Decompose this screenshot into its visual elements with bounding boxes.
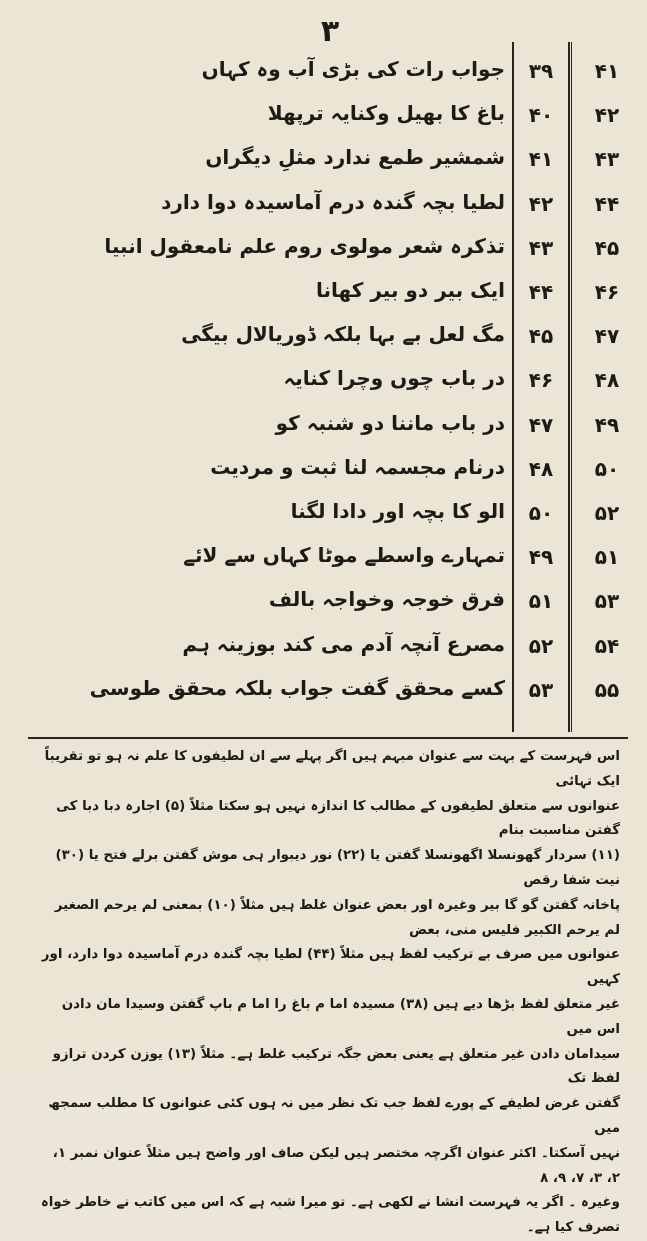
entry-page: ۳۹ (528, 59, 554, 83)
entry-page: ۴۴ (528, 280, 554, 304)
footnote-line: تصرف کیا ہے۔ (526, 1220, 620, 1236)
entry-title: ایک بیر دو بیر کھانا (316, 278, 505, 302)
toc-row (0, 453, 647, 493)
entry-number: ۵۴ (594, 633, 620, 658)
footnote-line: وغیرہ ۔ اگر یہ فہرست انشا نے لکھی ہے۔ تو میرا شبہ ہے کہ اس میں کاتب نے خاطر خواہ (40, 1195, 620, 1211)
entry-page: ۴۹ (528, 545, 554, 570)
toc-row (0, 585, 647, 625)
entry-page: ۴۱ (528, 147, 554, 172)
toc-row (0, 55, 647, 95)
entry-title: مگ لعل بے بہا بلکہ ڈوریالال بیگی (181, 322, 505, 347)
toc-row (0, 674, 647, 714)
entry-number: ۴۷ (594, 324, 620, 349)
entry-title: جواب رات کی بڑی آب وہ کہاں (201, 57, 505, 81)
toc-row (0, 232, 647, 272)
footnote-line: (۱۱) سردار گھونسلا اگھونسلا گفتن یا (۲۲) نور دیبوار ہی موش گفتن برلے فتح یا (۳۰) نیت شفا رقص (55, 848, 620, 888)
entry-title: تمہارے واسطے موٹا کہاں سے لائے (183, 543, 505, 568)
footnote-line: غیر متعلق لفظ بڑھا دیے ہیں (۳۸) مسیدہ اما م باغ را اما م باپ گفتن وسیدا مان دادن اس میں (61, 996, 620, 1037)
section-divider (28, 737, 628, 739)
footnote-line: عنوانوں میں صرف بے ترکیب لفظ ہیں مثلاً (۴۴) لطیا بچہ گندہ درم آماسیدہ دوا دارد، اور کہیں (41, 947, 620, 988)
entry-title: در باب ماننا دو شنبہ کو (275, 410, 505, 435)
footnote-paragraph (40, 745, 620, 1241)
toc-row (0, 364, 647, 404)
entry-page: ۴۸ (528, 456, 554, 481)
toc-row (0, 320, 647, 360)
entry-number: ۴۴ (594, 191, 620, 216)
toc-row (0, 497, 647, 537)
footnote-line: گفتن غرض لطیفے کے پورے لفظ جب تک نظر میں نہ ہوں کئی عنوانوں کا مطلب سمجھ میں (48, 1096, 620, 1136)
entry-page: ۴۶ (528, 368, 554, 393)
entry-page: ۵۱ (528, 589, 554, 614)
entry-page: ۴۳ (528, 235, 554, 260)
entry-title: الو کا بچہ اور دادا لگنا (290, 499, 505, 523)
entry-number: ۴۵ (594, 235, 620, 260)
entry-page: ۵۲ (528, 633, 554, 658)
entry-page: ۴۷ (528, 412, 554, 437)
entry-title: در باب چوں وچرا کنایہ (283, 366, 505, 391)
footnote-line: سیدامان دادن غیر متعلق ہے یعنی بعض جگہ ترکیب غلط ہے۔ مثلاً (۱۳) یوزن کردن ترازو لفظ تک (52, 1046, 620, 1087)
entry-title: باغ کا بھیل وکنایہ ترپھلا (267, 101, 505, 126)
toc-row (0, 143, 647, 183)
entry-number: ۴۱ (594, 59, 620, 83)
entry-number: ۴۶ (594, 280, 620, 304)
footnote-line: پاخانہ گفتن گو گا بیر وغیرہ اور بعض عنوان غلط ہیں مثلاً (۱۰) بمعنی لم یرحم الصغیر لم یرحم الکبیر فلیس منی، بعض (54, 897, 620, 938)
entry-number: ۵۲ (594, 501, 620, 525)
entry-number: ۵۳ (594, 589, 620, 614)
entry-title: تذکرہ شعر مولوی روم علم نامعقول انبیا (104, 233, 505, 258)
entry-page: ۵۰ (528, 501, 554, 525)
entry-title: فرق خوجہ وخواجہ بالف (268, 587, 505, 612)
entry-page: ۴۵ (528, 324, 554, 349)
footnote-line: نہیں آسکتا۔ اکثر عنوان اگرچہ مختصر ہیں لیکن صاف اور واضح ہیں مثلاً عنوان نمبر ۱، ۲، ۳، ۷، ۹، ۸ (52, 1145, 620, 1186)
entry-number: ۴۲ (594, 103, 620, 128)
page-number: ۳ (320, 14, 340, 49)
toc-row (0, 99, 647, 139)
entry-title: کسے محقق گفت جواب بلکہ محقق طوسی (89, 675, 505, 700)
entry-title: شمشیر طمع ندارد مثلِ دیگراں (205, 145, 505, 170)
entry-number: ۴۹ (594, 412, 620, 437)
entry-number: ۴۸ (594, 368, 620, 393)
entry-title: درنام مجسمہ لنا ثبت و مردیت (210, 454, 505, 479)
entry-page: ۴۰ (528, 103, 554, 128)
footnote-line: اس فہرست کے بہت سے عنوان مبہم ہیں اگر پہلے سے ان لطیفوں کا علم نہ ہو تو تقریباً ایک تہائی (44, 749, 620, 789)
entry-page: ۵۳ (528, 677, 554, 702)
toc-row (0, 541, 647, 581)
entry-number: ۵۵ (594, 677, 620, 702)
footnote-line: عنوانوں سے متعلق لطیفوں کے مطالب کا اندازہ نہیں ہو سکتا مثلاً (۵) اجارہ دبا دبا کی گفتن مناسبت بنام (56, 798, 620, 839)
entry-title: مصرع آنچہ آدم می کند بوزینہ ہم (182, 631, 505, 656)
toc-row (0, 276, 647, 316)
toc-row (0, 409, 647, 449)
entry-number: ۵۱ (594, 545, 620, 570)
entry-title: لطیا بچہ گندہ درم آماسیدہ دوا دارد (161, 189, 505, 214)
entry-number: ۴۳ (594, 147, 620, 172)
toc-row (0, 188, 647, 228)
entry-page: ۴۲ (528, 191, 554, 216)
entry-number: ۵۰ (594, 456, 620, 481)
toc-row (0, 630, 647, 670)
